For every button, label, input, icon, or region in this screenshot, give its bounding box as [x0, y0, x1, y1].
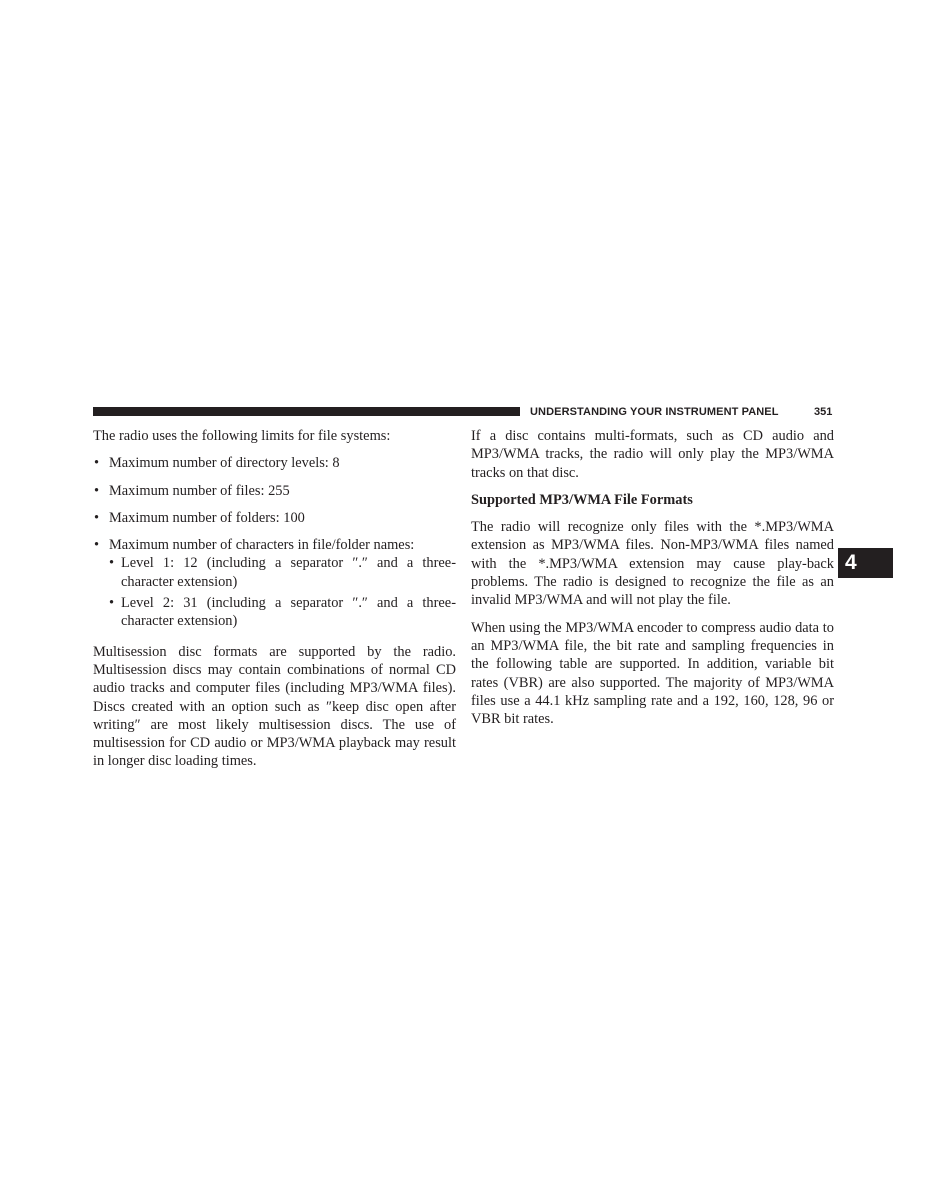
page-number: 351: [814, 406, 833, 418]
list-item-text: Maximum number of characters in file/folder names:: [109, 537, 415, 554]
sublist-item: • Level 2: 31 (including a separator ″.″ and a three-character extension): [109, 594, 456, 631]
list-item: [93, 536, 456, 630]
sublist-item: • Level 1: 12 (including a separator ″.″ and a three-character extension): [109, 554, 456, 591]
section-heading: Supported MP3/WMA File Formats: [471, 491, 693, 508]
recognize-paragraph: The radio will recognize only files with the *.MP3/WMA extension as MP3/WMA files. Non-MP3/WMA files named with the *.MP3/WMA extension may cause play-back problems. The radio is designed to recognize the file as an invalid MP3/WMA and will not play the file.: [471, 519, 834, 609]
file-system-limits-list: [93, 454, 456, 630]
multiformat-paragraph: If a disc contains multi-formats, such as CD audio and MP3/WMA tracks, the radio will only play the MP3/WMA tracks on that disc.: [471, 428, 834, 481]
character-limits-sublist: [109, 554, 456, 630]
header-rule: [93, 407, 520, 416]
encoder-paragraph: When using the MP3/WMA encoder to compress audio data to an MP3/WMA file, the bit rate and sampling frequencies in the following table are supported. In addition, variable bit rates (VBR) are also supported. The majority of MP3/WMA files use a 44.1 kHz sampling rate and a 192, 160, 128, 96 or VBR bit rates.: [471, 619, 834, 728]
left-column: [93, 427, 456, 771]
list-item: • Maximum number of folders: 100: [93, 509, 456, 527]
section-title: UNDERSTANDING YOUR INSTRUMENT PANEL: [530, 406, 779, 418]
chapter-tab: 4: [838, 548, 893, 578]
list-item: • Maximum number of directory levels: 8: [93, 454, 456, 472]
multisession-paragraph: Multisession disc formats are supported by the radio. Multisession discs may contain combinations of normal CD audio tracks and computer files (including MP3/WMA files). Discs created with an option such as ″keep disc open after writing″ are most likely multisession discs. The use of multisession for CD audio or MP3/WMA playback may result in longer disc loading times.: [93, 643, 456, 770]
list-item: • Maximum number of files: 255: [93, 482, 456, 500]
file-system-intro: The radio uses the following limits for file systems:: [93, 428, 391, 444]
right-column: [471, 427, 834, 728]
